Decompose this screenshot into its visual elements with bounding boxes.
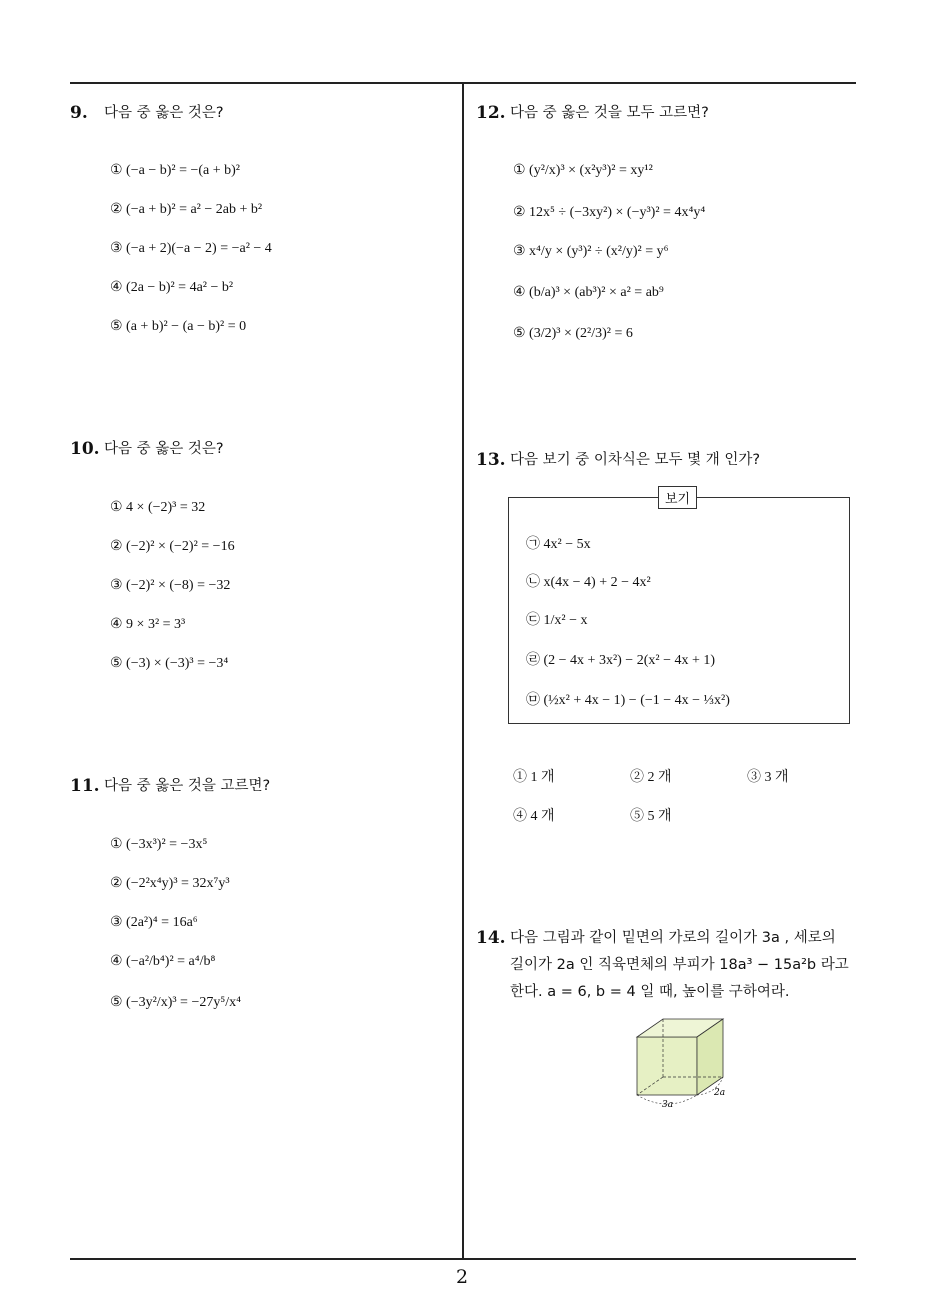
cuboid-figure — [620, 1015, 750, 1115]
question-number: 13. — [476, 450, 506, 470]
option-3[interactable]: ③ (2a²)⁴ = 16a⁶ — [110, 915, 198, 930]
option-2[interactable]: ② (−a + b)² = a² − 2ab + b² — [110, 202, 263, 217]
question-text-line-2: 길이가 2a 인 직육면체의 부피가 18a³ − 15a²b 라고 — [510, 957, 849, 973]
question-number: 10. — [70, 439, 100, 459]
question-text: 다음 중 옳은 것을 모두 고르면? — [510, 105, 709, 121]
question-text: 다음 중 옳은 것을 고르면? — [104, 778, 271, 794]
example-item: ㉠ 4x² − 5x — [526, 537, 591, 552]
answer-option-5[interactable]: ⑤ 5 개 — [630, 809, 672, 824]
example-item: ㉣ (2 − 4x + 3x²) − 2(x² − 4x + 1) — [526, 653, 716, 668]
example-box-title: 보기 — [658, 486, 697, 509]
question-text: 다음 중 옳은 것은? — [104, 105, 224, 121]
answer-option-4[interactable]: ④ 4 개 — [513, 809, 555, 824]
option-2[interactable]: ② 12x⁵ ÷ (−3xy²) × (−y³)² = 4x⁴y⁴ — [513, 205, 706, 220]
option-3[interactable]: ③ (−a + 2)(−a − 2) = −a² − 4 — [110, 241, 272, 256]
question-text-line-1: 다음 그림과 같이 밑면의 가로의 길이가 3a , 세로의 — [510, 930, 836, 946]
question-text: 다음 보기 중 이차식은 모두 몇 개 인가? — [510, 452, 761, 468]
option-5[interactable]: ⑤ (3/2)³ × (2²/3)² = 6 — [513, 326, 633, 341]
depth-label: 2a — [714, 1088, 726, 1098]
answer-option-2[interactable]: ② 2 개 — [630, 770, 672, 785]
cuboid-front-face — [637, 1037, 697, 1095]
question-number: 12. — [476, 103, 506, 123]
option-4[interactable]: ④ (2a − b)² = 4a² − b² — [110, 280, 234, 295]
option-5[interactable]: ⑤ (−3) × (−3)³ = −3⁴ — [110, 656, 229, 671]
option-1[interactable]: ① (−3x³)² = −3x⁵ — [110, 837, 208, 852]
question-number: 11. — [70, 776, 100, 796]
option-3[interactable]: ③ x⁴/y × (y³)² ÷ (x²/y)² = y⁶ — [513, 244, 669, 259]
answer-option-3[interactable]: ③ 3 개 — [747, 770, 789, 785]
option-4[interactable]: ④ 9 × 3² = 3³ — [110, 617, 186, 632]
option-2[interactable]: ② (−2²x⁴y)³ = 32x⁷y³ — [110, 876, 230, 891]
answer-option-1[interactable]: ① 1 개 — [513, 770, 555, 785]
option-1[interactable]: ① 4 × (−2)³ = 32 — [110, 500, 206, 515]
option-1[interactable]: ① (y²/x)³ × (x²y³)² = xy¹² — [513, 163, 653, 178]
page-number: 2 — [456, 1266, 469, 1288]
example-item: ㉢ 1/x² − x — [526, 613, 588, 628]
question-text-line-3: 한다. a = 6, b = 4 일 때, 높이를 구하여라. — [510, 984, 790, 1000]
option-3[interactable]: ③ (−2)² × (−8) = −32 — [110, 578, 231, 593]
width-label: 3a — [662, 1100, 674, 1110]
option-2[interactable]: ② (−2)² × (−2)² = −16 — [110, 539, 235, 554]
option-4[interactable]: ④ (b/a)³ × (ab³)² × a² = ab⁹ — [513, 285, 664, 300]
question-number: 14. — [476, 928, 506, 948]
option-5[interactable]: ⑤ (a + b)² − (a − b)² = 0 — [110, 319, 247, 334]
question-text: 다음 중 옳은 것은? — [104, 441, 224, 457]
example-item: ㉤ (½x² + 4x − 1) − (−1 − 4x − ⅓x²) — [526, 693, 730, 708]
option-1[interactable]: ① (−a − b)² = −(a + b)² — [110, 163, 240, 178]
example-item: ㉡ x(4x − 4) + 2 − 4x² — [526, 575, 651, 590]
column-divider — [462, 82, 464, 1259]
question-number: 9. — [70, 103, 88, 123]
option-5[interactable]: ⑤ (−3y²/x)³ = −27y⁵/x⁴ — [110, 995, 241, 1010]
option-4[interactable]: ④ (−a²/b⁴)² = a⁴/b⁸ — [110, 954, 216, 969]
